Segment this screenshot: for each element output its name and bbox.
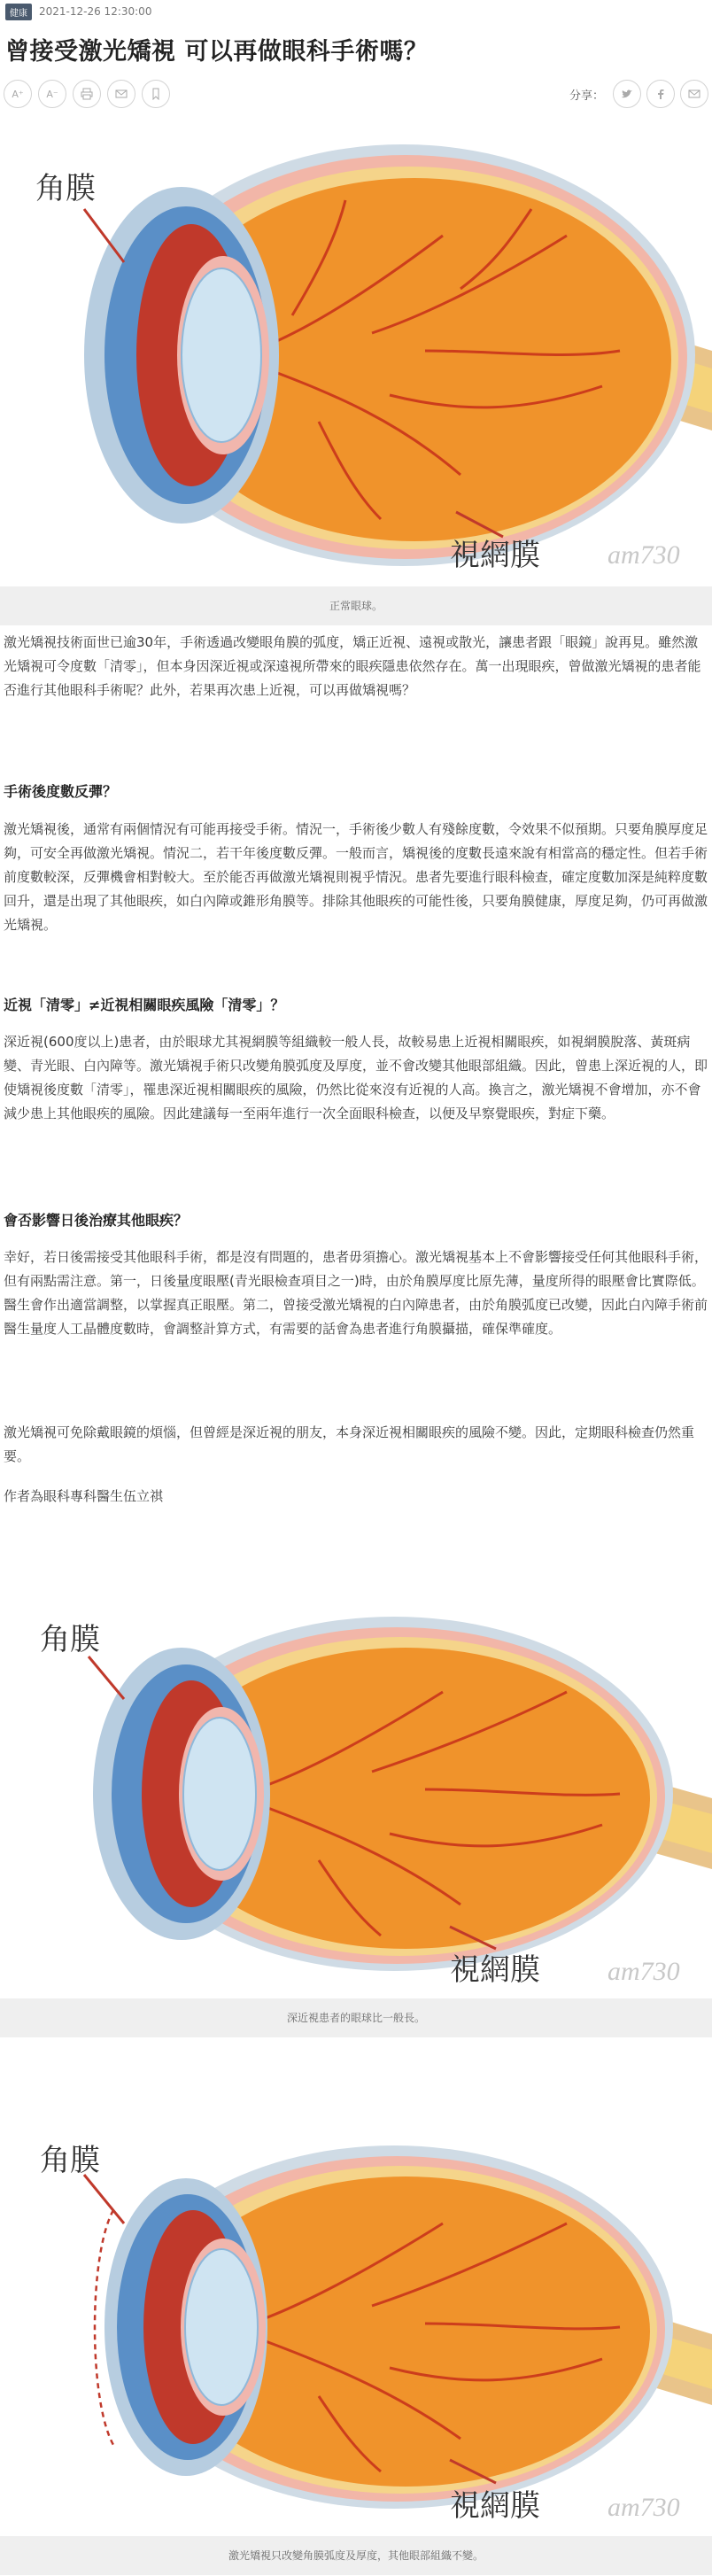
- watermark: am730: [608, 2493, 680, 2522]
- eye-illustration: [93, 1617, 712, 1971]
- twitter-icon: [621, 88, 633, 100]
- email-button[interactable]: [107, 80, 135, 108]
- print-button[interactable]: [73, 80, 101, 108]
- article-title: 曾接受激光矯視 可以再做眼科手術嗎？: [5, 38, 429, 66]
- article-tools: [4, 80, 170, 108]
- author-credit: 作者為眼科專科醫生伍立祺: [4, 1488, 164, 1504]
- retina-label: 視網膜: [450, 1953, 540, 1987]
- eye-figure-myopic: [0, 1594, 712, 2037]
- section-heading: 手術後度數反彈？: [4, 783, 118, 800]
- share-twitter-button[interactable]: [613, 80, 641, 108]
- share-facebook-button[interactable]: [646, 80, 675, 108]
- section-heading: 近視「清零」≠近視相關眼疾風險「清零」？: [4, 997, 285, 1013]
- cornea-pointer: [89, 1657, 124, 1699]
- watermark: am730: [608, 540, 680, 570]
- section-body: 深近視(600度以上)患者，由於眼球尤其視網膜等組織較一般人長，故較易患上近視相關眼疾，如視網膜脫落、黃斑病變、青光眼、白內障等。激光矯視手術只改變角膜弧度及厚度，並不會改變其他眼部組織。因此，曾患上深近視的人，即使矯視後度數「清零」，罹患深近視相關眼疾的風險，仍然比從來沒有近視的人高。換言之，激光矯視不會增加，亦不會減少患上其他眼疾的風險。因此建議每一至兩年進行一次全面眼科檢查，以便及早察覺眼疾，對症下藥。: [4, 1034, 708, 1121]
- section-body: 激光矯視後，通常有兩個情況有可能再接受手術。情況一，手術後少數人有殘餘度數，令效果不似預期。只要角膜厚度足夠，可安全再做激光矯視。情況二，若干年後度數反彈。一般而言，矯視後的度數長遠來說有相當高的穩定性。但若手術前度數較深，反彈機會相對較大。至於能否再做激光矯視則視乎情況。患者先要進行眼科檢查，確定度數加深是純粹度數回升，還是出現了其他眼疾，如白內障或錐形角膜等。排除其他眼疾的可能性後，只要角膜健康，厚度足夠，仍可再做激光矯視。: [4, 821, 708, 933]
- cornea-label: 角膜: [40, 2144, 100, 2177]
- section-heading: 會否影響日後治療其他眼疾？: [4, 1212, 189, 1229]
- publish-date: 2021-12-26 12:30:00: [39, 5, 152, 18]
- article-meta: [5, 4, 151, 19]
- eye-diagram: [0, 129, 712, 586]
- share-label: 分享：: [569, 89, 604, 103]
- email-icon: [688, 88, 700, 100]
- category-badge[interactable]: 健康: [5, 4, 32, 20]
- intro-paragraph: 激光矯視技術面世已逾30年，手術透過改變眼角膜的弧度，矯正近視、遠視或散光，讓患者跟「眼鏡」說再見。雖然激光矯視可令度數「清零」，但本身因深近視或深遠視所帶來的眼疾隱患依然存在。萬一出現眼疾，曾做激光矯視的患者能否進行其他眼科手術呢？此外，若果再次患上近視，可以再做矯視嗎？: [4, 634, 701, 698]
- watermark: am730: [608, 1957, 680, 1986]
- cornea-label: 角膜: [40, 1623, 100, 1657]
- cornea-pointer: [84, 2175, 124, 2223]
- figure-caption: 深近視患者的眼球比一般長。: [0, 1998, 712, 2037]
- print-icon: [81, 88, 93, 100]
- cornea-label: 角膜: [35, 172, 96, 206]
- eye-illustration: [84, 144, 712, 566]
- retina-label: 視網膜: [450, 539, 540, 572]
- closing-paragraph: 激光矯視可免除戴眼鏡的煩惱，但曾經是深近視的朋友，本身深近視相關眼疾的風險不變。因此，定期眼科檢查仍然重要。: [4, 1424, 695, 1464]
- font-increase-button[interactable]: A⁺: [4, 80, 32, 108]
- section-body: 幸好，若日後需接受其他眼科手術，都是沒有問題的，患者毋須擔心。激光矯視基本上不會影響接受任何其他眼科手術，但有兩點需注意。第一，日後量度眼壓(青光眼檢查項目之一)時，由於角膜厚度比原先薄，量度所得的眼壓會比實際低。醫生會作出適當調整，以掌握真正眼壓。第二，曾接受激光矯視的白內障患者，由於角膜弧度已改變，因此白內障手術前醫生量度人工晶體度數時，會調整計算方式，有需要的話會為患者進行角膜攝描，確保準確度。: [4, 1249, 708, 1337]
- share-email-button[interactable]: [680, 80, 708, 108]
- bookmark-icon: [150, 88, 162, 100]
- eye-diagram: [0, 2122, 712, 2536]
- bookmark-button[interactable]: [142, 80, 170, 108]
- font-decrease-button[interactable]: A⁻: [38, 80, 66, 108]
- retina-label: 視網膜: [450, 2489, 540, 2523]
- facebook-icon: [654, 88, 667, 100]
- share-bar: [569, 80, 708, 108]
- figure-caption: 激光矯視只改變角膜弧度及厚度，其他眼部組織不變。: [0, 2536, 712, 2575]
- eye-diagram: [0, 1594, 712, 1998]
- figure-caption: 正常眼球。: [0, 586, 712, 625]
- eye-figure-normal: [0, 129, 712, 625]
- email-icon: [115, 88, 128, 100]
- eye-illustration: [95, 2145, 712, 2509]
- eye-figure-post-lasik: [0, 2122, 712, 2575]
